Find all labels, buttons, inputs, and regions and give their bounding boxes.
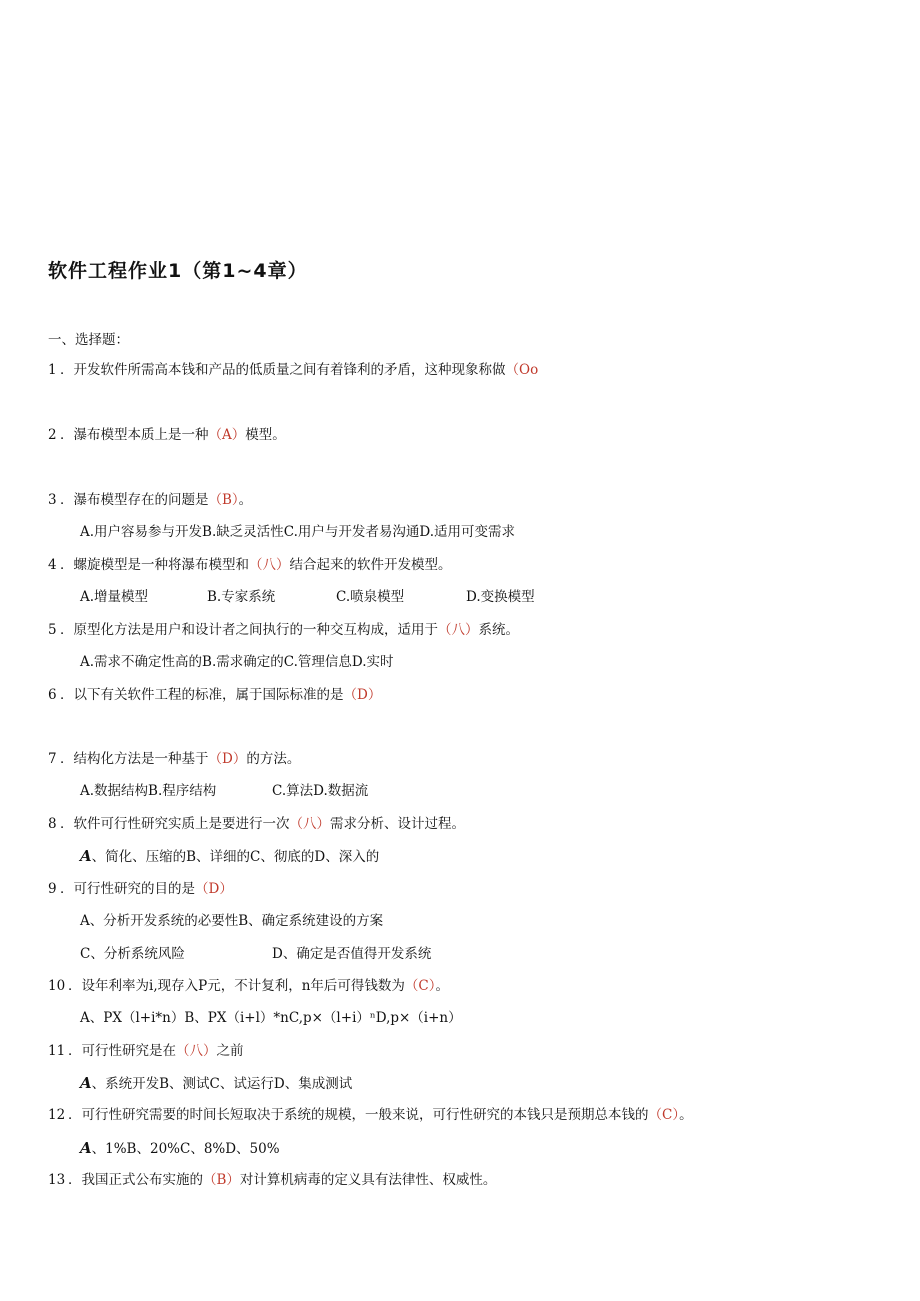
question-text: ．可行性研究是在	[68, 1043, 176, 1059]
options-text: 、简化、压缩的B、详细的C、彻底的D、深入的	[91, 849, 380, 865]
question-text-tail: 。	[435, 978, 449, 994]
options-q10: A、PX（l+i*n）B、PX（i+l）*nC,p×（l+i）ⁿD,p×（i+n）	[80, 1010, 462, 1026]
section-heading: 一、选择题：	[48, 332, 129, 348]
question-number: 7	[48, 751, 57, 767]
options-q5: A.需求不确定性高的B.需求确定的C.管理信息D.实时	[80, 654, 394, 670]
question-7	[48, 750, 300, 768]
question-13	[48, 1171, 496, 1189]
question-text-tail: 对计算机病毒的定义具有法律性、权威性。	[239, 1172, 497, 1188]
question-number: 2	[48, 427, 57, 443]
question-9	[48, 880, 233, 898]
answer-mark: （C）	[404, 978, 436, 994]
question-text-tail: 模型。	[245, 427, 286, 443]
question-text: ．以下有关软件工程的标准，属于国际标准的是	[60, 687, 344, 703]
options-q12	[80, 1139, 280, 1158]
options-q7-cd: C.算法D.数据流	[272, 783, 369, 799]
question-text: ．开发软件所需高本钱和产品的低质量之间有着锋利的矛盾，这种现象称做	[60, 362, 506, 378]
option-a: A.增量模型	[80, 589, 149, 605]
question-text: ．瀑布模型本质上是一种	[60, 427, 209, 443]
question-number: 4	[48, 557, 57, 573]
options-q8	[80, 847, 379, 866]
answer-mark: （A）	[208, 427, 246, 443]
question-number: 13	[48, 1172, 66, 1188]
options-q9-ab: A、分析开发系统的必要性B、确定系统建设的方案	[80, 913, 384, 929]
question-1	[48, 361, 538, 379]
question-text-tail: 结合起来的软件开发模型。	[289, 557, 452, 573]
question-number: 12	[48, 1107, 66, 1123]
answer-mark: （D）	[195, 881, 233, 897]
options-text: 、1%B、20%C、8%D、50%	[91, 1141, 280, 1157]
options-q9-d: D、确定是否值得开发系统	[272, 946, 432, 962]
answer-mark: （C）	[648, 1107, 680, 1123]
question-text: ．原型化方法是用户和设计者之间执行的一种交互构成，适用于	[60, 622, 438, 638]
question-11	[48, 1042, 244, 1060]
page-title: 软件工程作业1（第1~4章）	[48, 260, 308, 282]
question-text-tail: 。	[238, 492, 253, 508]
option-b: B.专家系统	[207, 589, 276, 605]
answer-mark: （八）	[249, 557, 290, 573]
option-letter: A	[80, 1074, 92, 1092]
answer-mark: （八）	[176, 1043, 217, 1059]
question-text-tail: 需求分析、设计过程。	[330, 816, 465, 832]
question-text-tail: 。	[679, 1107, 693, 1123]
option-letter: A	[80, 847, 92, 865]
answer-mark: （B）	[203, 1172, 240, 1188]
question-5	[48, 621, 519, 639]
question-4	[48, 556, 452, 574]
options-q3: A.用户容易参与开发B.缺乏灵活性C.用户与开发者易沟通D.适用可变需求	[80, 524, 516, 540]
question-8	[48, 815, 465, 833]
option-letter: A	[80, 1139, 92, 1157]
question-text-tail: 之前	[216, 1043, 244, 1059]
question-text-tail: 的方法。	[246, 751, 301, 767]
option-d: D.变换模型	[466, 589, 535, 605]
question-number: 11	[48, 1043, 66, 1059]
answer-mark: （八）	[289, 816, 330, 832]
options-q7-ab: A.数据结构B.程序结构	[80, 783, 217, 799]
question-text: ．可行性研究的目的是	[60, 881, 195, 897]
question-number: 5	[48, 622, 57, 638]
question-text: ．可行性研究需要的时间长短取决于系统的规模，一般来说，可行性研究的本钱只是预期总本钱的	[68, 1107, 649, 1123]
question-10	[48, 977, 449, 995]
options-text: 、系统开发B、测试C、试运行D、集成测试	[91, 1076, 353, 1092]
question-2	[48, 426, 286, 444]
answer-mark: （八）	[438, 622, 479, 638]
question-text: ．软件可行性研究实质上是要进行一次	[60, 816, 290, 832]
question-number: 1	[48, 362, 57, 378]
question-text-tail: 系统。	[478, 622, 519, 638]
question-12	[48, 1106, 693, 1124]
question-text: ．瀑布模型存在的问题是	[60, 492, 209, 508]
question-text: ．结构化方法是一种基于	[60, 751, 209, 767]
question-number: 6	[48, 687, 57, 703]
question-number: 9	[48, 881, 57, 897]
option-c: C.喷泉模型	[336, 589, 405, 605]
question-number: 3	[48, 492, 57, 508]
options-q9-c: C、分析系统风险	[80, 946, 185, 962]
question-number: 10	[48, 978, 66, 994]
question-3	[48, 491, 252, 509]
options-q11	[80, 1074, 352, 1093]
answer-mark: （D）	[343, 687, 382, 703]
answer-mark: （B）	[208, 492, 239, 508]
question-6	[48, 686, 381, 704]
answer-mark: （D）	[208, 751, 247, 767]
question-number: 8	[48, 816, 57, 832]
question-text: ．设年利率为i,现存入P元，不计复利，n年后可得钱数为	[68, 978, 405, 994]
question-text: ．螺旋模型是一种将瀑布模型和	[60, 557, 249, 573]
answer-mark: （Oo	[505, 362, 539, 378]
question-text: ．我国正式公布实施的	[68, 1172, 203, 1188]
